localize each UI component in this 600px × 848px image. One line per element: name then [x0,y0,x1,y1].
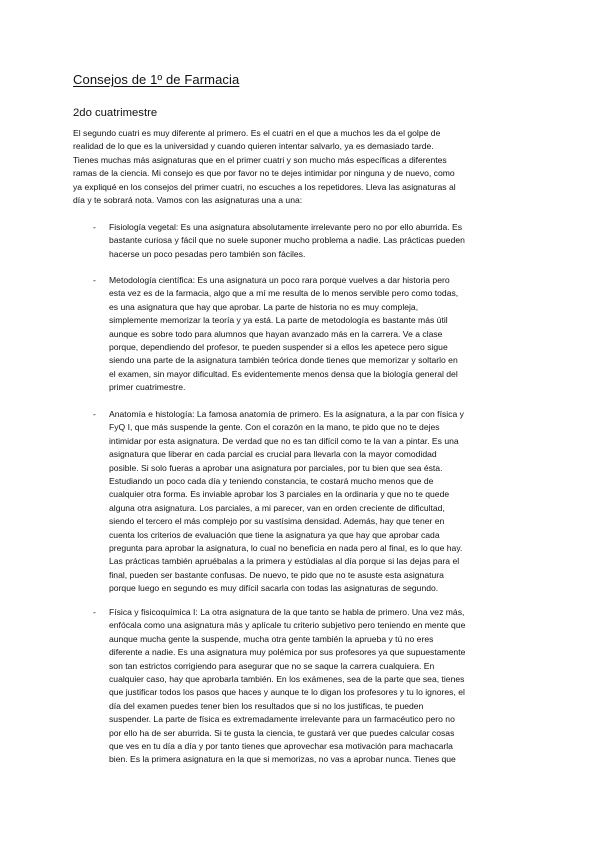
list-item-fisiologia-vegetal [73,221,533,261]
text-line: aunque mucha gente la suspende, mucha otra gente también la aprueba y tú no eres [109,633,434,644]
text-line: el examen, sin mayor dificultad. Es evidentemente menos densa que la biología general del [109,368,458,379]
text-line: cualquier otra forma. Es inviable aprobar los 3 parciales en la ordinaria y que no te quede [109,489,450,500]
text-line: esta vez es de la farmacia, algo que a mí me resulta de lo menos servible pero como todas, [109,288,459,299]
list-item-anatomia-histologia [73,408,533,596]
list-item-fisica-fisicoquimica [73,606,533,767]
text-line: Las prácticas también apruébalas a la primera y estúdialas al día porque si las dejas para el [109,556,460,567]
text-line: diferente a nadie. Es una asignatura muy polémica por sus profesores ya que supuestamente [109,647,466,658]
text-line: Física y fisicoquímica I: La otra asignatura de la que tanto se habla de primero. Una vez más, [109,607,465,617]
bullet-marker: - [93,222,96,232]
text-line: día del examen puedes tener bien los resultados que si no los justificas, te pueden [109,700,424,711]
text-line: pregunta para aprobar la asignatura, lo cual no beneficia en nada pero al final, es lo que hay. [109,543,463,554]
text-line: ya expliqué en los consejos del primer cuatri, no escuches a los repetidores. Lleva las asignaturas al [73,181,456,192]
text-line: hacerse un poco pesadas pero también son fáciles. [109,248,306,259]
text-line: siendo una parte de la asignatura también teórica donde tienes que memorizar y soltarlo en [109,355,458,366]
text-line: El segundo cuatri es muy diferente al primero. Es el cuatri en el que a muchos les da el golpe de [73,128,441,138]
text-line: bien. Es la primera asignatura en la que si memorizas, no vas a aprobar nunca. Tienes que [109,754,456,765]
text-line: que justificar todos los pasos que haces y aunque te lo digan los profesores y tu lo ignores, el [109,687,465,698]
list-item-text [109,408,527,596]
text-line: Fisiología vegetal: Es una asignatura absolutamente irrelevante pero no por ello aburrida. Es [109,222,463,232]
text-line: Estudiando un poco cada día y teniendo constancia, te costará mucho menos que de [109,476,434,487]
text-line: intimidar por esta asignatura. De verdad que no es tan difícil como te la van a pintar. Es una [109,435,459,446]
bullet-marker: - [93,409,96,419]
text-line: realidad de lo que es la universidad y cuando quieren intentar salvarlo, ya es demasiado tarde. [73,141,434,152]
list-item-text [109,606,527,767]
text-line: Anatomía e histología: La famosa anatomía de primero. Es la asignatura, a la par con física y [109,409,464,419]
text-line: Metodología científica: Es una asignatura un poco rara porque vuelves a dar historia pero [109,275,450,285]
text-line: final, pueden ser bastante confusas. De nuevo, te pido que no te asuste esta asignatura [109,569,444,580]
list-item-text [109,221,527,261]
text-line: cualquier caso, hay que aprobarla también. En los exámenes, sea de la parte que sea, tienes [109,674,465,685]
text-line: alguna otra asignatura. Los parciales, a mi parecer, van en orden creciente de dificultad, [109,502,445,513]
text-line: FyQ I, que más suspende la gente. Con el corazón en la mano, te pido que no te dejes [109,422,440,433]
text-line: suspender. La parte de física es extremadamente irrelevante para un farmacéutico pero no [109,714,455,725]
bullet-marker: - [93,607,96,617]
bullet-marker: - [93,275,96,285]
text-line: porque, dependiendo del profesor, te pueden suspender si a ellos les apetece pero sigue [109,342,448,353]
list-item-text [109,274,527,395]
text-line: simplemente memorizar la teoría y ya está. La parte de metodología es bastante más útil [109,315,448,326]
text-line: aunque es sobre todo para alumnos que hayan avanzado más en la carrera. Ve a clase [109,328,443,339]
text-line: posible. Si solo fueras a aprobar una asignatura por parciales, por tu bien que sea ésta. [109,462,443,473]
text-line: es una asignatura que hay que aprobar. La parte de historia no es muy compleja, [109,301,419,312]
text-line: siendo el tercero el más complejo por su vastísima densidad. Además, hay que tener en [109,516,445,527]
text-line: bastante curiosa y fácil que no suele suponer mucho problema a nadie. Las prácticas pueden [109,235,465,246]
text-line: por ello ha de ser aburrida. Si te gusta la ciencia, te gustará ver que puedes calcular cosas [109,727,455,738]
text-line: Tienes muchas más asignaturas que en el primer cuatri y son mucho más específicas a diferentes [73,154,447,165]
text-line: cuenta los criterios de evaluación que tiene la asignatura ya que hay que aprobar cada [109,529,440,540]
list-item-metodologia-cientifica [73,274,533,395]
text-line: ramas de la ciencia. Mi consejo es que por favor no te dejes intimidar por ninguna y de nuevo, como [73,168,455,179]
section-heading: 2do cuatrimestre [73,107,158,119]
text-line: asignatura que liberar en cada parcial es crucial para llevarla con la mayor comodidad [109,449,437,460]
text-line: son tan estrictos corrigiendo para asegurar que no se saque la carrera cualquiera. En [109,660,435,671]
text-line: que ves en tu día a día y por tanto tienes que aprovechar esa motivación para machacarla [109,741,453,752]
text-line: enfócala como una asignatura más y aplícale tu criterio subjetivo pero teniendo en mente que [109,620,466,631]
text-line: porque luego en segundo es muy difícil sacarla con todas las asignaturas de segundo. [109,583,439,594]
intro-paragraph [73,127,533,207]
text-line: primer cuatrimestre. [109,382,186,393]
document-title: Consejos de 1º de Farmacia [73,72,240,87]
text-line: día y te sobrará nota. Vamos con las asignaturas una a una: [73,195,303,206]
